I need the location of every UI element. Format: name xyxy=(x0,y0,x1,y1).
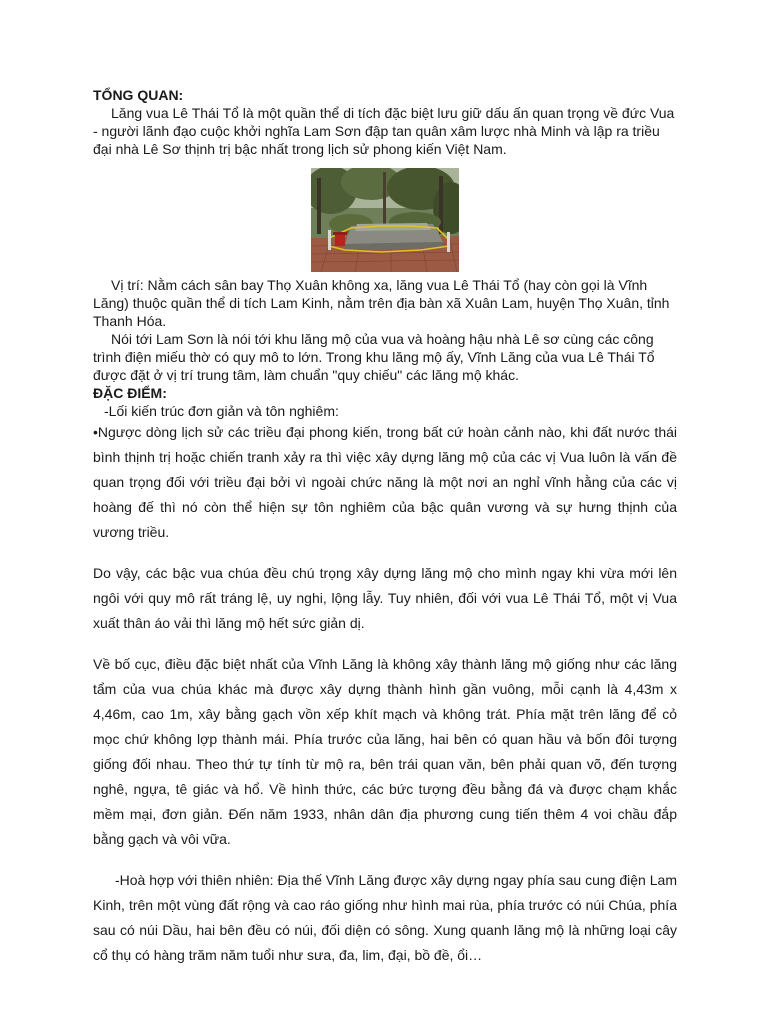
document-page xyxy=(93,86,677,968)
tomb-photo xyxy=(311,168,459,272)
features-heading: ĐẶC ĐIỂM: xyxy=(93,385,167,401)
location-paragraph: Vị trí: Nằm cách sân bay Thọ Xuân không xa, lăng vua Lê Thái Tổ (hay còn gọi là Vĩnh Lăng) thuộc quần thể di tích Lam Kinh, nằm trên địa bàn xã Xuân Lam, huyện Thọ Xuân, tỉnh Thanh Hóa. xyxy=(93,277,670,329)
features-paragraph-2: Do vậy, các bậc vua chúa đều chú trọng xây dựng lăng mộ cho mình ngay khi vừa mới lên ngôi với quy mô rất tráng lệ, uy nghi, lộng lẫy. Tuy nhiên, đối với vua Lê Thái Tổ, một vị Vua xuất thân áo vải thì lăng mộ hết sức giản dị. xyxy=(93,565,677,631)
architecture-subheading: -Lối kiến trúc đơn giản và tôn nghiêm: xyxy=(104,403,339,419)
features-paragraph-4: -Hoà hợp với thiên nhiên: Địa thế Vĩnh Lăng được xây dựng ngay phía sau cung điện Lam Kinh, trên một vùng đất rộng và cao ráo giống như hình mai rùa, phía trước có núi Chúa, phía sau có núi Dầu, hai bên đều có núi, đối diện có sông. Xung quanh lăng mộ là những loại cây cổ thụ có hàng trăm năm tuổi như sưa, đa, lim, đại, bồ đề, ổi… xyxy=(93,872,677,963)
features-paragraph-1: •Ngược dòng lịch sử các triều đại phong kiến, trong bất cứ hoàn cảnh nào, khi đất nước thái bình thịnh trị hoặc chiến tranh xảy ra thì việc xây dựng lăng mộ của các vị Vua luôn là vấn đề quan trọng đối với triều đại bởi vì ngoài chức năng là một nơi an nghỉ vĩnh hằng của các vị hoàng đế thì nó còn thể hiện sự tôn nghiêm của bậc quân vương và sự hưng thịnh của vương triều. xyxy=(93,424,677,540)
lamson-paragraph: Nói tới Lam Sơn là nói tới khu lăng mộ của vua và hoàng hậu nhà Lê sơ cùng các công trình điện miếu thờ có quy mô to lớn. Trong khu lăng mộ ấy, Vĩnh Lăng của vua Lê Thái Tổ được đặt ở vị trí trung tâm, làm chuẩn "quy chiếu" các lăng mộ khác. xyxy=(93,331,655,383)
overview-heading: TỔNG QUAN: xyxy=(93,87,184,103)
overview-intro: Lăng vua Lê Thái Tổ là một quần thể di tích đặc biệt lưu giữ dấu ấn quan trọng về đức Vua - người lãnh đạo cuộc khởi nghĩa Lam Sơn đập tan quân xâm lược nhà Minh và lập ra triều đại nhà Lê Sơ thịnh trị bậc nhất trong lịch sử phong kiến Việt Nam. xyxy=(93,105,675,157)
features-paragraph-3: Về bố cục, điều đặc biệt nhất của Vĩnh Lăng là không xây thành lăng mộ giống như các lăng tẩm của vua chúa khác mà được xây dựng thành hình gần vuông, mỗi cạnh là 4,43m x 4,46m, cao 1m, xây bằng gạch vồn xếp khít mạch và không trát. Phía mặt trên lăng để cỏ mọc chứ không lợp thành mái. Phía trước của lăng, hai bên có quan hầu và bốn đôi tượng giống đối nhau. Theo thứ tự tính từ mộ ra, bên trái quan văn, bên phải quan võ, đến tượng nghê, ngựa, tê giác và hổ. Về hình thức, các bức tượng đều bằng đá và được chạm khắc mềm mại, đơn giản. Đến năm 1933, nhân dân địa phương cung tiến thêm 4 voi chầu đắp bằng gạch và vôi vữa. xyxy=(93,656,677,847)
